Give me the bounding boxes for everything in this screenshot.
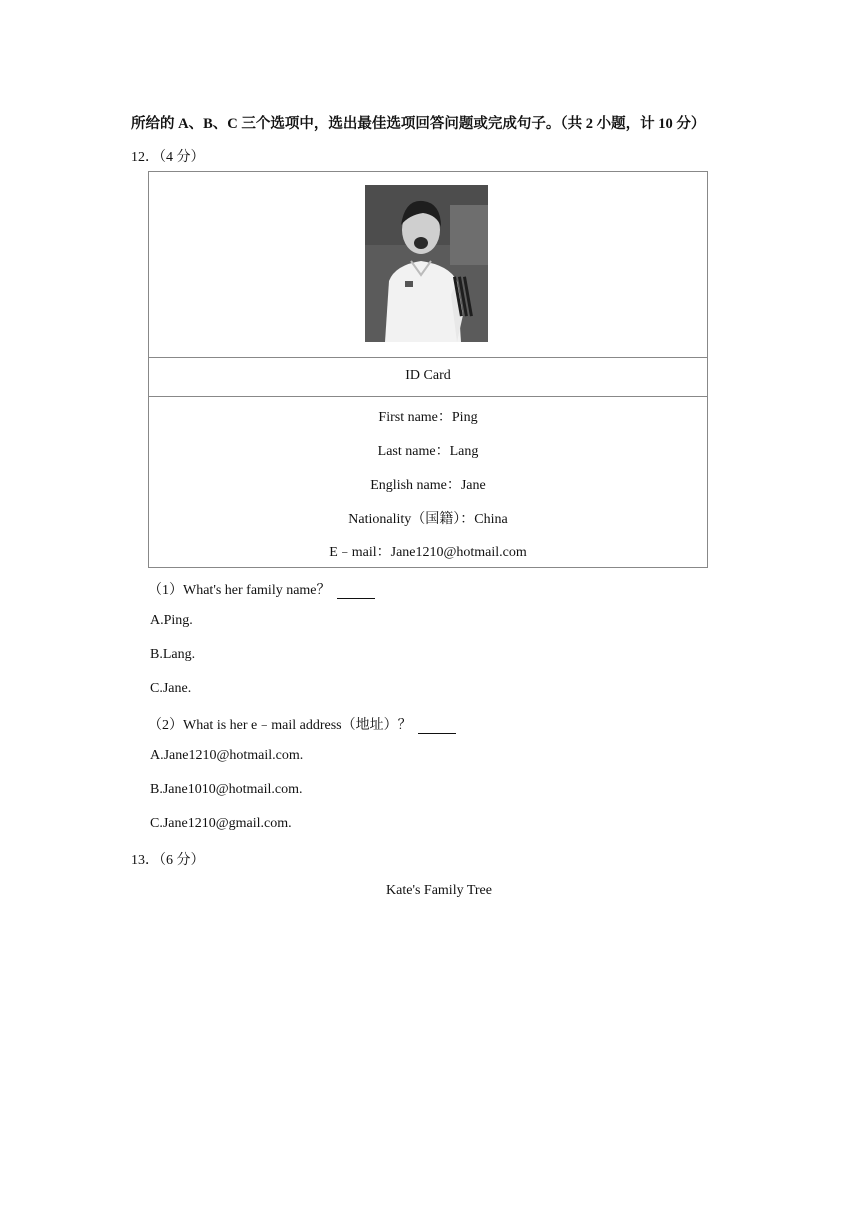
id-card-last-name: Last name：Lang bbox=[377, 444, 479, 459]
id-card-title-cell bbox=[149, 357, 707, 397]
question-12-1 bbox=[148, 579, 375, 599]
section-instructions: 所给的 A、B、C 三个选项中，选出最佳选项回答问题或完成句子。（共 2 小题，计 10 分） bbox=[131, 116, 706, 132]
id-card-title: ID Card bbox=[405, 368, 451, 383]
id-card-first-name: First name：Ping bbox=[378, 410, 478, 425]
id-card-table bbox=[148, 171, 708, 568]
option-12-2-a: A.Jane1210@hotmail.com. bbox=[150, 748, 304, 763]
question-12-2 bbox=[148, 714, 456, 734]
option-12-1-b: B.Lang. bbox=[150, 647, 196, 662]
option-12-1-a: A.Ping. bbox=[150, 613, 193, 628]
id-card-email: E﹣mail：Jane1210@hotmail.com bbox=[329, 545, 527, 560]
id-card-nationality: Nationality（国籍）：China bbox=[348, 512, 508, 527]
person-photo bbox=[365, 185, 488, 342]
option-12-2-b: B.Jane1010@hotmail.com. bbox=[150, 782, 303, 797]
question-13-header: 13．（6 分） bbox=[131, 853, 205, 868]
id-card-english-name: English name：Jane bbox=[370, 478, 486, 493]
question-12-1-text: （1）What's her family name？ bbox=[148, 583, 331, 598]
option-12-2-c: C.Jane1210@gmail.com. bbox=[150, 816, 292, 831]
answer-blank-12-1[interactable] bbox=[337, 586, 375, 599]
id-card-photo-cell bbox=[149, 172, 707, 358]
question-12-header: 12．（4 分） bbox=[131, 150, 205, 165]
id-card-info-cell bbox=[149, 396, 707, 568]
answer-blank-12-2[interactable] bbox=[418, 721, 456, 734]
family-tree-caption: Kate's Family Tree bbox=[386, 883, 492, 898]
option-12-1-c: C.Jane. bbox=[150, 681, 192, 696]
question-12-2-text: （2）What is her e﹣mail address（地址）？ bbox=[148, 718, 412, 733]
